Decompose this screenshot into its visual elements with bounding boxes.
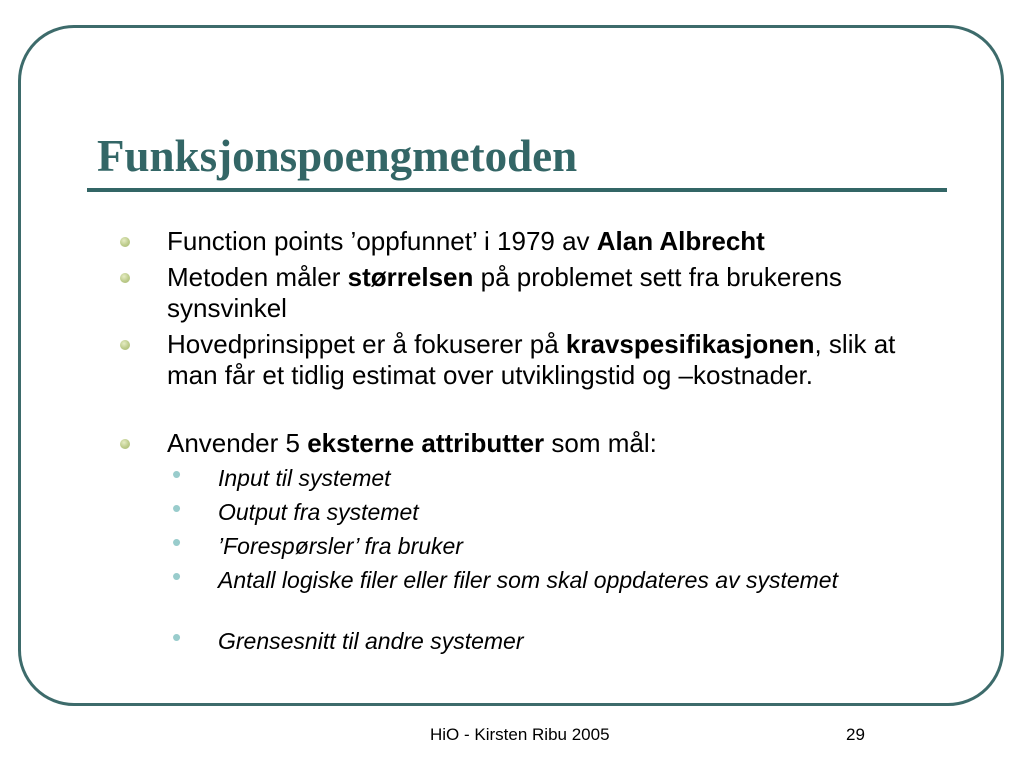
bullet-item: Anvender 5 eksterne attributter som mål:: [167, 428, 937, 459]
title-underline: [87, 188, 947, 192]
footer-author: HiO - Kirsten Ribu 2005: [430, 725, 610, 744]
sub-bullet-item: • Input til systemet: [172, 459, 391, 491]
sub-bullet-dot-icon: •: [172, 622, 182, 652]
bullet-dot-icon: [120, 439, 130, 449]
bullet-dot-icon: [120, 273, 130, 283]
bullet-item: Function points ’oppfunnet’ i 1979 av Alan Albrecht: [167, 226, 937, 257]
bullet-dot-icon: [120, 340, 130, 350]
bullet-item: Metoden måler størrelsen på problemet sett fra brukerens synsvinkel: [167, 262, 937, 324]
sub-bullet-item: • ’Forespørsler’ fra bruker: [172, 527, 463, 559]
bullet-dot-icon: [120, 237, 130, 247]
sub-bullet-dot-icon: •: [172, 561, 182, 591]
page-number: 29: [846, 725, 865, 744]
sub-bullet-dot-icon: •: [172, 527, 182, 557]
sub-bullet-dot-icon: •: [172, 493, 182, 523]
bullet-item: Hovedprinsippet er å fokuserer på kravspesifikasjonen, slik at man får et tidlig estimat over utviklingstid og –kostnader.: [167, 329, 937, 391]
sub-bullet-item: • Antall logiske filer eller filer som skal oppdateres av systemet: [172, 561, 838, 593]
sub-bullet-dot-icon: •: [172, 459, 182, 489]
sub-bullet-item: • Grensesnitt til andre systemer: [172, 622, 524, 654]
slide-title: Funksjonspoengmetoden: [97, 131, 578, 181]
sub-bullet-item: • Output fra systemet: [172, 493, 419, 525]
